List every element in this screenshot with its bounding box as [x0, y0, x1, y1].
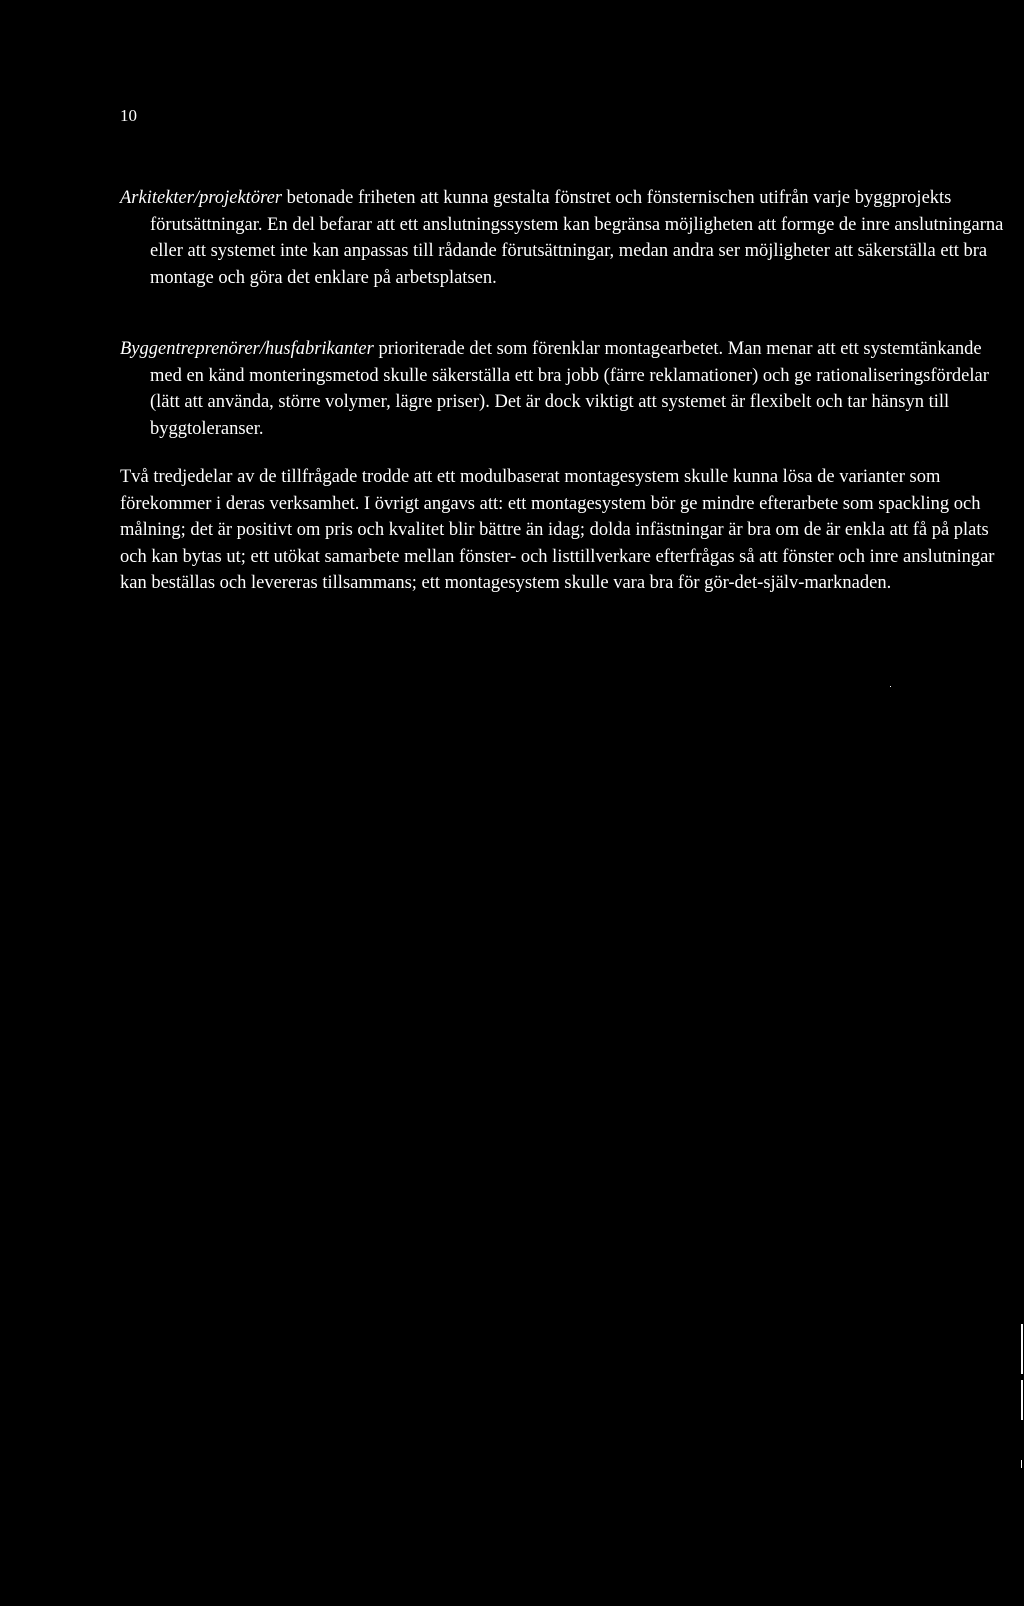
scan-edge-mark — [1021, 1324, 1023, 1374]
paragraph-contractors — [120, 336, 1010, 442]
scan-edge-mark — [1021, 1460, 1022, 1468]
scan-speck — [890, 686, 891, 687]
paragraph-contractors-first-line: prioriterade det som förenklar montagearbetet. Man menar att — [373, 339, 836, 359]
paragraph-architects-lead: Arkitekter/projektörer — [120, 188, 282, 208]
paragraph-architects-text: betonade friheten att kunna gestalta fönstret och fönsternischen utifrån varje byggprojekts förutsättningar. En del befarar att ett anslutningssystem kan begränsa möjligheten att formge de inre anslutningarna eller att systemet inte kan anpassas till rådande förutsättningar, medan andra ser möjligheter att säkerställa ett bra montage och göra det enklare på arbetsplatsen. — [150, 188, 1004, 288]
paragraph-contractors-lead: Byggentreprenörer/husfabrikanter — [120, 339, 374, 359]
page-number: 10 — [120, 106, 137, 125]
paragraph-architects — [120, 185, 1010, 291]
paragraph-contractors-rest: ett systemtänkande med en känd monteringsmetod skulle säkerställa ett bra jobb (färre reklamationer) och ge rationaliseringsfördelar (lätt att använda, större volymer, lägre priser). Det är dock viktigt att systemet är flexibelt och tar hänsyn till byggtoleranser. — [150, 339, 989, 439]
scan-edge-mark — [1021, 1380, 1023, 1420]
paragraph-summary: Två tredjedelar av de tillfrågade trodde att ett modulbaserat montagesystem skulle kunna lösa de varianter som förekommer i deras verksamhet. I övrigt angavs att: ett montagesystem bör ge mindre efterarbete som spackling och målning; det är positivt om pris och kvalitet blir bättre än idag; dolda infästningar är bra om de är enkla att få på plats och kan bytas ut; ett utökat samarbete mellan fönster- och listtillverkare efterfrågas så att fönster och inre anslutningar kan beställas och levereras tillsammans; ett montagesystem skulle vara bra för gör-det-själv-marknaden. — [120, 467, 995, 593]
